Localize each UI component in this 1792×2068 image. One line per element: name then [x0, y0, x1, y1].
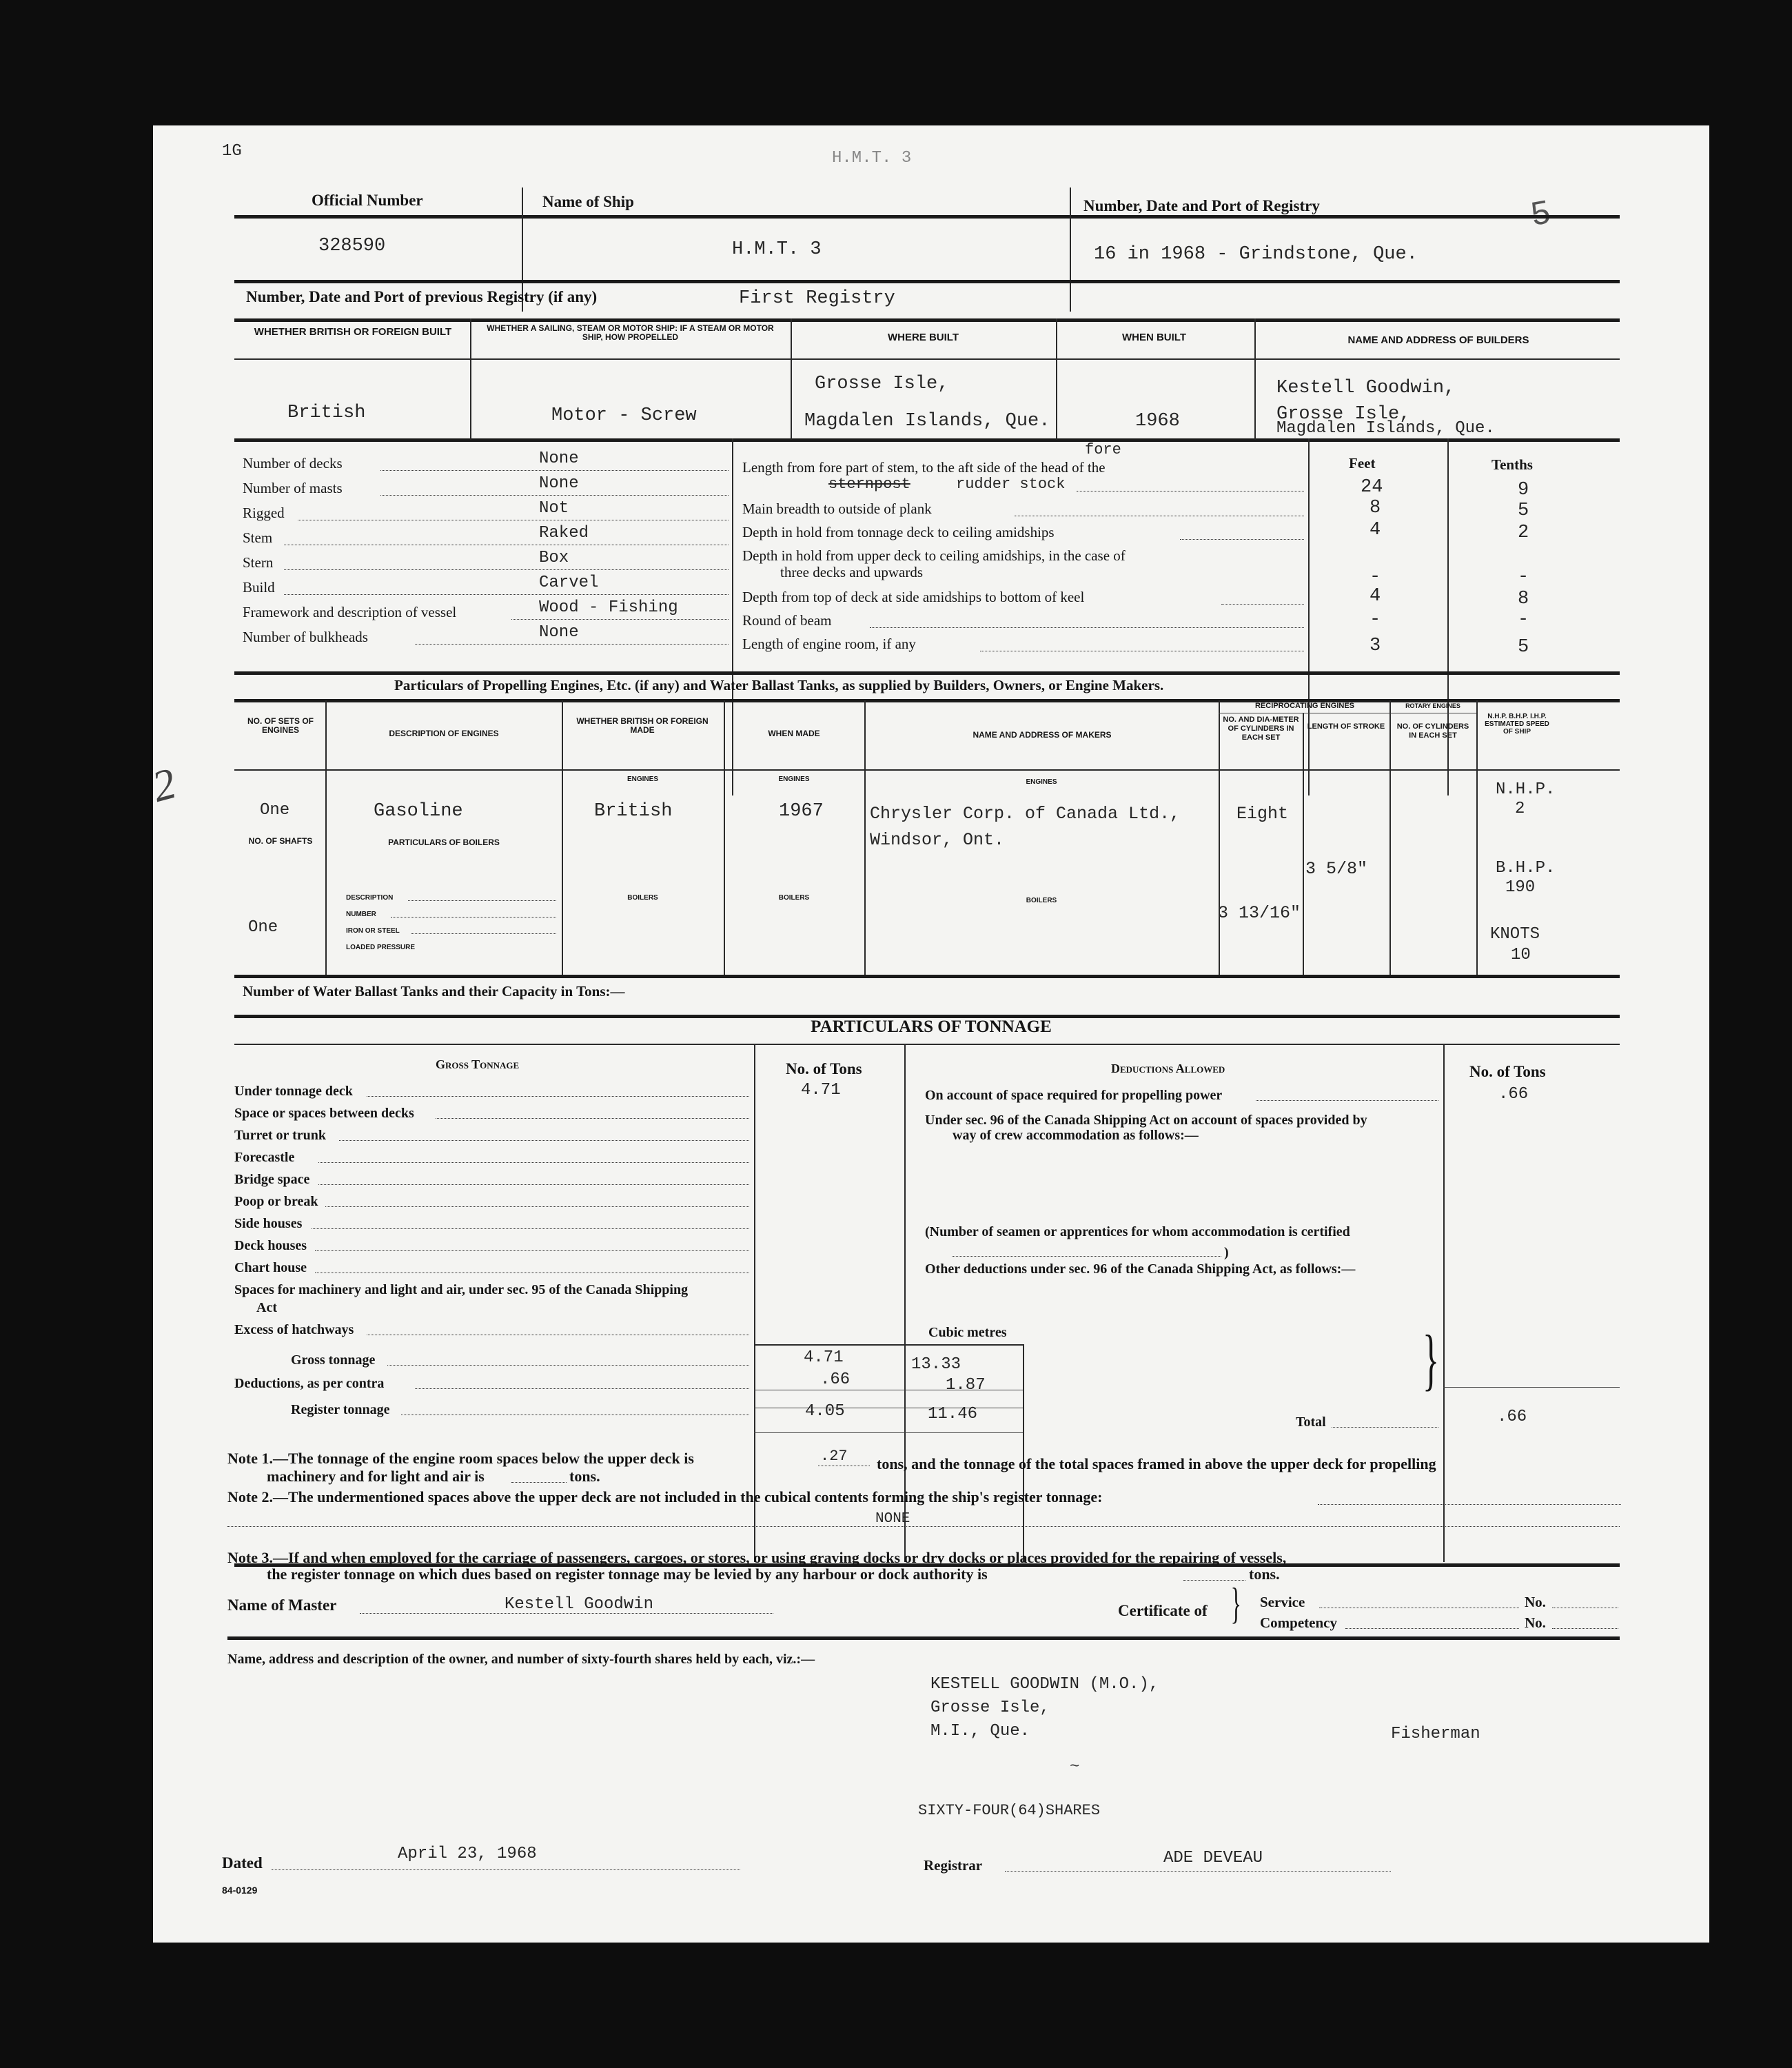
dimension-tenths: 8	[1518, 589, 1529, 609]
gross-item: Act	[256, 1300, 277, 1315]
dimension-feet: 24	[1361, 477, 1383, 498]
note-1-value: .27	[820, 1448, 848, 1465]
nhp-label: N.H.P.	[1496, 780, 1556, 799]
builder-3: Magdalen Islands, Que.	[1276, 419, 1495, 438]
boiler-row: LOADED PRESSURE	[346, 944, 416, 951]
gross-item: Turret or trunk	[234, 1128, 326, 1143]
header-cylinder-count: NO. OF CYLINDERS IN EACH SET	[1396, 722, 1469, 740]
builder-1: Kestell Goodwin,	[1276, 378, 1456, 398]
gross-item: Side houses	[234, 1216, 303, 1231]
deduction-propelling-label: On account of space required for propelling power	[925, 1088, 1223, 1103]
owner-label: Name, address and description of the owner, and number of sixty-fourth shares held by each, viz.:—	[227, 1652, 815, 1667]
dimension-tenths: 9	[1518, 480, 1529, 500]
engines-title: Particulars of Propelling Engines, Etc. (if any) and Water Ballast Tanks, as supplied by Builders, Owners, or Engine Makers.	[394, 677, 1164, 693]
master-label: Name of Master	[227, 1596, 337, 1614]
bhp-value: 190	[1505, 878, 1536, 897]
gross-item: Bridge space	[234, 1172, 310, 1187]
dimension-feet: -	[1370, 567, 1381, 587]
particular-label: Stern	[243, 554, 274, 571]
particular-label: Stem	[243, 529, 273, 546]
particular-value: Wood - Fishing	[539, 598, 678, 617]
tons-heading-right: No. of Tons	[1469, 1063, 1546, 1080]
register-tonnage-label: Register tonnage	[291, 1402, 390, 1417]
boilers-sub-label: BOILERS	[627, 894, 658, 902]
dimension-label: Depth from top of deck at side amidships to bottom of keel	[742, 589, 1085, 605]
previous-registry-label: Number, Date and Port of previous Registry (if any)	[246, 288, 598, 305]
header-british-made: WHETHER BRITISH OR FOREIGN MADE	[576, 716, 709, 735]
gross-item: Forecastle	[234, 1150, 295, 1165]
form-code: 1G	[222, 142, 242, 161]
dimension-tenths: 2	[1518, 523, 1529, 543]
particular-label: Number of bulkheads	[243, 629, 368, 645]
note-1-line-2: machinery and for light and air is	[267, 1468, 485, 1485]
competency-no: No.	[1525, 1614, 1546, 1631]
service-label: Service	[1260, 1594, 1305, 1610]
dimension-label: Depth in hold from tonnage deck to ceiling amidships	[742, 524, 1055, 540]
bhp-label: B.H.P.	[1496, 859, 1556, 878]
header-rotary: ROTARY ENGINES	[1405, 702, 1460, 709]
official-number: 328590	[318, 236, 386, 256]
header-builders: NAME AND ADDRESS OF BUILDERS	[1347, 334, 1529, 346]
how-propelled: Motor - Screw	[551, 405, 697, 426]
particular-value: None	[539, 474, 579, 493]
note-3-tons: tons.	[1249, 1565, 1280, 1583]
engine-british: British	[594, 801, 673, 822]
particular-label: Framework and description of vessel	[243, 604, 457, 620]
fore-correction: fore	[1085, 441, 1121, 458]
seamen-note: (Number of seamen or apprentices for whom accommodation is certified	[925, 1224, 1350, 1239]
previous-registry: First Registry	[739, 288, 895, 309]
builder-2: Grosse Isle,	[1276, 404, 1411, 425]
engine-description: Gasoline	[374, 801, 463, 822]
dimension-feet: 3	[1370, 636, 1381, 656]
nhp-value: 2	[1515, 800, 1525, 818]
gross-tonnage-label: Gross tonnage	[291, 1352, 376, 1368]
feet-header: Feet	[1349, 455, 1376, 472]
gross-cubic: 13.33	[911, 1355, 961, 1374]
note-2-value: NONE	[875, 1511, 910, 1527]
header-reciprocating: RECIPROCATING ENGINES	[1254, 702, 1355, 710]
owner-line-1: KESTELL GOODWIN (M.O.),	[930, 1675, 1159, 1694]
rudder-stock: rudder stock	[956, 476, 1066, 493]
header-stroke: LENGTH OF STROKE	[1307, 722, 1385, 731]
particular-label: Number of masts	[243, 480, 343, 496]
owner-shares: SIXTY-FOUR(64)SHARES	[918, 1802, 1101, 1819]
boiler-row: NUMBER	[346, 911, 376, 918]
dimension-tenths: -	[1518, 609, 1529, 630]
boilers-sub-label: BOILERS	[778, 894, 810, 902]
ballast-label: Number of Water Ballast Tanks and their Capacity in Tons:—	[243, 983, 625, 1000]
particular-label: Rigged	[243, 505, 285, 521]
dimension-label: Round of beam	[742, 612, 832, 629]
gross-item: Under tonnage deck	[234, 1084, 353, 1099]
header-where-built: WHERE BUILT	[887, 332, 959, 343]
owner-line-3: M.I., Que.	[930, 1722, 1030, 1741]
note-1-cont: tons, and the tonnage of the total spaces framed in above the upper deck for propelling	[877, 1455, 1436, 1472]
engine-diameter: 3 13/16"	[1218, 903, 1301, 923]
engines-sub-label: ENGINES	[778, 776, 810, 783]
owner-line-2: Grosse Isle,	[930, 1699, 1050, 1717]
header-british-built: WHETHER BRITISH OR FOREIGN BUILT	[254, 326, 452, 338]
tenths-header: Tenths	[1491, 456, 1533, 473]
boiler-row: IRON OR STEEL	[346, 927, 400, 935]
where-built-2: Magdalen Islands, Que.	[804, 411, 1050, 432]
seamen-note-close: )	[1224, 1245, 1229, 1260]
total-label: Total	[1296, 1415, 1326, 1430]
certificate-label: Certificate of	[1118, 1602, 1208, 1619]
header-cylinder-diameter: NO. AND DIA-METER OF CYLINDERS IN EACH SET	[1223, 716, 1299, 742]
particular-label: Number of decks	[243, 455, 343, 472]
dimension-label: Depth in hold from upper deck to ceiling amidships, in the case of	[742, 547, 1126, 564]
particular-value: Not	[539, 499, 569, 518]
header-makers: NAME AND ADDRESS OF MAKERS	[973, 730, 1112, 740]
form-number: 84-0129	[222, 1885, 258, 1896]
knots-value: 10	[1511, 946, 1531, 964]
where-built-1: Grosse Isle,	[815, 374, 949, 394]
knots-label: KNOTS	[1490, 925, 1540, 944]
signature-scribble: ~	[1070, 1758, 1080, 1776]
register-cubic: 11.46	[928, 1405, 978, 1423]
shaft-count: One	[248, 918, 278, 937]
british-built: British	[287, 403, 366, 423]
note-1-tons: tons.	[569, 1468, 600, 1485]
tonnage-title: PARTICULARS OF TONNAGE	[811, 1017, 1052, 1036]
cubic-metres-label: Cubic metres	[928, 1325, 1007, 1340]
note-1: Note 1.—The tonnage of the engine room spaces below the upper deck is	[227, 1450, 694, 1467]
dimension-tenths: 5	[1518, 500, 1529, 521]
engine-stroke: 3 5/8"	[1305, 859, 1368, 879]
gross-item: Poop or break	[234, 1194, 318, 1209]
dimension-label: Length from fore part of stem, to the aft side of the head of the	[742, 459, 1106, 476]
service-no: No.	[1525, 1594, 1546, 1610]
header-propelled: WHETHER A SAILING, STEAM OR MOTOR SHIP: IF A STEAM OR MOTOR SHIP, HOW PROPELLED	[487, 323, 774, 342]
header-horsepower: N.H.P. B.H.P. I.H.P. ESTIMATED SPEED OF SHIP	[1485, 713, 1549, 736]
deduction-crew-label: Under sec. 96 of the Canada Shipping Act on account of spaces provided by	[925, 1113, 1367, 1128]
when-built: 1968	[1135, 411, 1180, 432]
deduction-propelling-value: .66	[1498, 1085, 1529, 1104]
header-ship-name: H.M.T. 3	[832, 149, 912, 168]
dimension-label-cont: three decks and upwards	[780, 564, 924, 580]
port-registry-label: Number, Date and Port of Registry	[1083, 197, 1320, 214]
tons-heading: No. of Tons	[786, 1060, 862, 1077]
deductions-tons: .66	[820, 1370, 851, 1389]
boiler-row: DESCRIPTION	[346, 894, 394, 902]
particular-value: None	[539, 449, 579, 468]
competency-label: Competency	[1260, 1614, 1337, 1631]
gross-item: Excess of hatchways	[234, 1322, 354, 1337]
owner-occupation: Fisherman	[1391, 1725, 1480, 1743]
engine-cylinders: Eight	[1236, 804, 1289, 824]
registrar-name: ADE DEVEAU	[1163, 1849, 1263, 1867]
dated-label: Dated	[222, 1854, 263, 1872]
dated-value: April 23, 1968	[398, 1845, 537, 1863]
gross-item: Spaces for machinery and light and air, under sec. 95 of the Canada Shipping	[234, 1282, 689, 1297]
gross-item: Space or spaces between decks	[234, 1106, 414, 1121]
gross-item: Deck houses	[234, 1238, 307, 1253]
ship-name: H.M.T. 3	[732, 239, 822, 260]
particular-value: Raked	[539, 524, 589, 543]
dimension-feet: 4	[1370, 586, 1381, 607]
corner-mark: 5	[1528, 194, 1554, 233]
engines-sub-label: ENGINES	[1026, 778, 1057, 786]
engines-sub-label: ENGINES	[627, 776, 658, 783]
gross-item: Chart house	[234, 1260, 307, 1275]
gross-tonnage-heading: Gross Tonnage	[436, 1057, 520, 1071]
right-brace: }	[1423, 1321, 1439, 1397]
dimension-feet: 8	[1370, 498, 1381, 518]
deductions-heading: Deductions Allowed	[1111, 1062, 1225, 1075]
deductions-cubic: 1.87	[946, 1376, 986, 1395]
total-value: .66	[1497, 1408, 1527, 1426]
dimension-tenths: 5	[1518, 637, 1529, 658]
particular-label: Build	[243, 579, 275, 596]
official-number-label: Official Number	[312, 192, 423, 209]
engine-makers-1: Chrysler Corp. of Canada Ltd.,	[870, 804, 1181, 824]
engine-when-made: 1967	[779, 801, 824, 822]
gross-tons: 4.71	[804, 1348, 844, 1367]
margin-mark: 2	[147, 758, 181, 811]
engine-makers-2: Windsor, Ont.	[870, 830, 1005, 850]
engine-sets: One	[260, 801, 290, 820]
certificate-brace: }	[1230, 1579, 1242, 1628]
header-shafts: NO. OF SHAFTS	[248, 836, 313, 846]
note-3: Note 3.—If and when employed for the carriage of passengers, cargoes, or stores, or using graving docks or dry docks or places provided for the repairing of vessels,	[227, 1549, 1287, 1566]
header-boiler-particulars: PARTICULARS OF BOILERS	[388, 838, 500, 847]
dimension-tenths: -	[1518, 567, 1529, 587]
other-deductions-label: Other deductions under sec. 96 of the Canada Shipping Act, as follows:—	[925, 1261, 1356, 1277]
under-deck-tons: 4.71	[801, 1081, 841, 1099]
dimension-label: Length of engine room, if any	[742, 636, 916, 652]
note-2: Note 2.—The undermentioned spaces above the upper deck are not included in the cubical contents forming the ship's register tonnage:	[227, 1488, 1103, 1506]
registry-form	[147, 125, 1709, 1943]
ship-name-label: Name of Ship	[542, 193, 634, 210]
particular-value: Carvel	[539, 574, 599, 592]
master-name: Kestell Goodwin	[505, 1595, 654, 1614]
deduction-crew-label-cont: way of crew accommodation as follows:—	[953, 1128, 1199, 1143]
register-tons: 4.05	[805, 1402, 845, 1421]
note-3-line-2: the register tonnage on which dues based on register tonnage may be levied by any harbour or dock authority is	[267, 1565, 988, 1583]
header-when-built: WHEN BUILT	[1121, 332, 1187, 343]
boilers-sub-label: BOILERS	[1026, 897, 1057, 904]
registrar-label: Registrar	[924, 1857, 983, 1874]
struck-sternpost: sternpost	[828, 476, 910, 493]
header-when-made: WHEN MADE	[768, 729, 820, 738]
particular-value: None	[539, 623, 579, 642]
deductions-contra-label: Deductions, as per contra	[234, 1376, 385, 1391]
particular-value: Box	[539, 549, 569, 567]
header-description: DESCRIPTION OF ENGINES	[389, 729, 499, 738]
port-of-registry: 16 in 1968 - Grindstone, Que.	[1094, 244, 1418, 265]
dimension-feet: 4	[1370, 520, 1381, 540]
header-sets: NO. OF SETS OF ENGINES	[247, 716, 314, 735]
dimension-feet: -	[1370, 609, 1381, 630]
dimension-label: Main breadth to outside of plank	[742, 500, 932, 517]
